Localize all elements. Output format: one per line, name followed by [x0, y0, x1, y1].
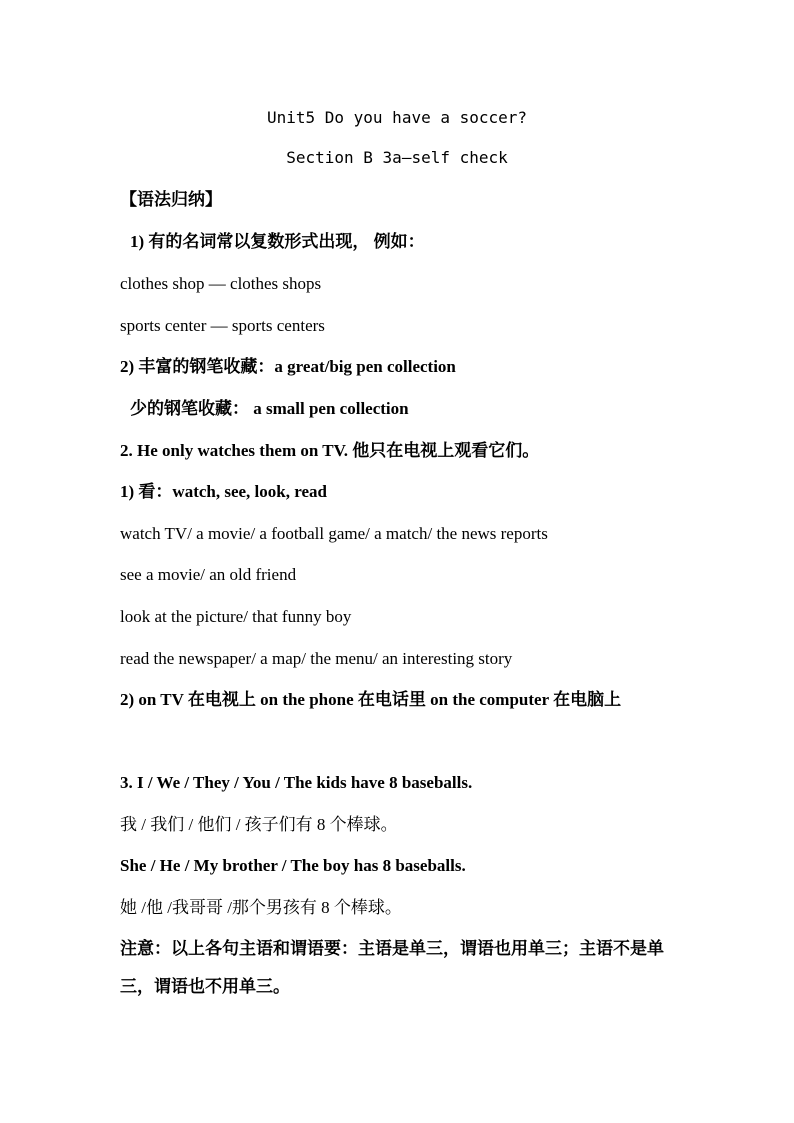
point-2-heading: 2) on TV 在电视上 on the phone 在电话里 on the computer 在电脑上 [120, 690, 622, 709]
translation-line: 她 /他 /我哥哥 /那个男孩有 8 个棒球。 [120, 898, 402, 917]
example-line: sports center — sports centers [120, 316, 325, 335]
point-1-intro: 1) 有的名词常以复数形式出现， 例如： [130, 232, 425, 251]
point-1-heading: 1) 看：watch, see, look, read [120, 482, 327, 501]
note-paragraph: 注意：以上各句主语和谓语要：主语是单三，谓语也用单三；主语不是单三，谓语也不用单三。 [120, 939, 664, 996]
document-subtitle: Section B 3a—self check [286, 148, 508, 167]
translation-line: 我 / 我们 / 他们 / 孩子们有 8 个棒球。 [120, 815, 398, 834]
section-2-heading: 2. He only watches them on TV. 他只在电视上观看它们。 [120, 441, 540, 460]
example-line: She / He / My brother / The boy has 8 baseballs. [120, 856, 466, 875]
example-line: watch TV/ a movie/ a football game/ a match/ the news reports [120, 524, 548, 543]
example-line: see a movie/ an old friend [120, 565, 297, 584]
example-line: clothes shop — clothes shops [120, 274, 322, 293]
point-2-line: 少的钢笔收藏： a small pen collection [130, 399, 409, 418]
document-title: Unit5 Do you have a soccer? [266, 108, 528, 127]
example-line: read the newspaper/ a map/ the menu/ an interesting story [120, 649, 513, 668]
point-2-line: 2) 丰富的钢笔收藏：a great/big pen collection [120, 357, 456, 376]
example-line: look at the picture/ that funny boy [120, 607, 352, 626]
section-heading: 【语法归纳】 [120, 190, 222, 209]
section-3-heading: 3. I / We / They / You / The kids have 8 baseballs. [120, 773, 473, 792]
